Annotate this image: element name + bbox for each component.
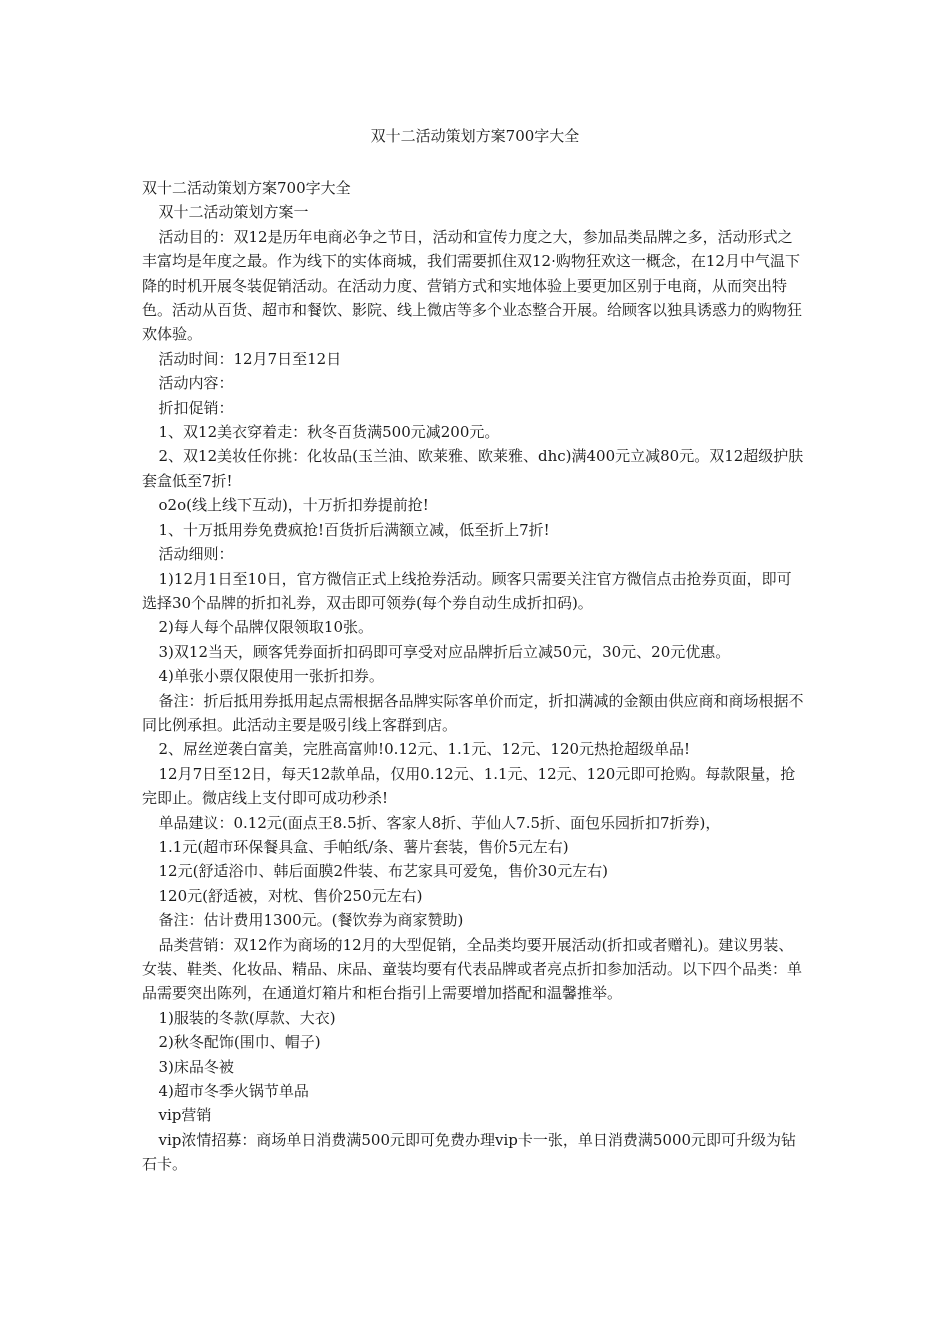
paragraph-item: 1、十万抵用券免费疯抢!百货折后满额立减，低至折上7折! [158,520,550,539]
paragraph-rule: 3)双12当天，顾客凭券面折扣码即可享受对应品牌折后立减50元，30元、20元优惠。 [158,642,731,661]
paragraph-section-title: 双十二活动策划方案一 [158,203,309,222]
paragraph-rules: 活动细则： [158,545,234,564]
paragraph-category-marketing: 品类营销：双12作为商场的12月的大型促销，全品类均要开展活动(折扣或者赠礼)。建议男装、女装、鞋类、化妆品、精品、床品、童装均要有代表品牌或者亮点折扣参加活动。以下四个品类：单品需要突出陈列，在通道灯箱片和柜台指引上需要增加搭配和温馨推举。 [142,935,803,1003]
paragraph-item: 2、双12美妆任你挑：化妆品(玉兰油、欧莱雅、欧莱雅、dhc)满400元立减80元。双12超级护肤套盒低至7折! [142,447,804,490]
paragraph-item: 2、屌丝逆袭白富美，完胜高富帅!0.12元、1.1元、12元、120元热抢超级单品! [158,740,691,759]
paragraph-content: 活动内容： [158,374,234,393]
paragraph-vip-heading: vip营销 [158,1106,212,1125]
paragraph-suggestion: 单品建议：0.12元(面点王8.5折、客家人8折、芋仙人7.5折、面包乐园折扣7折券)， [158,813,721,832]
paragraph-item: 1、双12美衣穿着走：秋冬百货满500元减200元。 [158,423,500,442]
paragraph-category-item: 1)服装的冬款(厚款、大衣) [158,1008,336,1027]
paragraph-flash-sale: 12月7日至12日，每天12款单品，仅用0.12元、1.1元、12元、120元即可抢购。每款限量，抢完即止。微店线上支付即可成功秒杀! [142,764,796,808]
paragraph-rule: 2)每人每个品牌仅限领取10张。 [158,618,373,637]
document-body [142,176,806,1177]
paragraph-note: 备注：估计费用1300元。(餐饮券为商家赞助) [158,911,464,930]
paragraph-heading: 双十二活动策划方案700字大全 [142,179,351,197]
paragraph-discount: 折扣促销： [158,398,234,417]
paragraph-note: 备注：折后抵用券抵用起点需根据各品牌实际客单价而定，折扣满减的金额由供应商和商场根据不同比例承担。此活动主要是吸引线上客群到店。 [142,691,804,734]
paragraph-category-item: 4)超市冬季火锅节单品 [158,1082,309,1101]
paragraph-purpose: 活动目的：双12是历年电商必争之节日，活动和宣传力度之大，参加品类品牌之多，活动形式之丰富均是年度之最。作为线下的实体商城，我们需要抓住双12·购物狂欢这一概念，在12月中气温下降的时机开展冬装促销活动。在活动力度、营销方式和实地体验上要更加区别于电商，从而突出特色。活动从百货、超市和餐饮、影院、线上微店等多个业态整合开展。给顾客以独具诱惑力的购物狂欢体验。 [142,227,803,344]
paragraph-suggestion-item: 1.1元(超市环保餐具盒、手帕纸/条、薯片套装，售价5元左右) [158,837,569,856]
paragraph-suggestion-item: 12元(舒适浴巾、韩后面膜2件装、布艺家具可爱兔，售价30元左右) [158,862,608,881]
paragraph-rule: 4)单张小票仅限使用一张折扣券。 [158,667,384,686]
paragraph-suggestion-item: 120元(舒适被，对枕、售价250元左右) [158,886,423,905]
paragraph-category-item: 2)秋冬配饰(围巾、帽子) [158,1033,321,1052]
document-title: 双十二活动策划方案700字大全 [370,127,580,145]
paragraph-o2o: o2o(线上线下互动)，十万折扣券提前抢! [158,496,429,515]
paragraph-rule: 1)12月1日至10日，官方微信正式上线抢券活动。顾客只需要关注官方微信点击抢券页面，即可选择30个品牌的折扣礼券，双击即可领券(每个券自动生成折扣码)。 [142,569,792,612]
paragraph-category-item: 3)床品冬被 [158,1057,234,1076]
paragraph-time: 活动时间：12月7日至12日 [158,349,342,368]
paragraph-vip-recruit: vip浓情招募：商场单日消费满500元即可免费办理vip卡一张，单日消费满5000元即可升级为钻石卡。 [142,1130,797,1174]
